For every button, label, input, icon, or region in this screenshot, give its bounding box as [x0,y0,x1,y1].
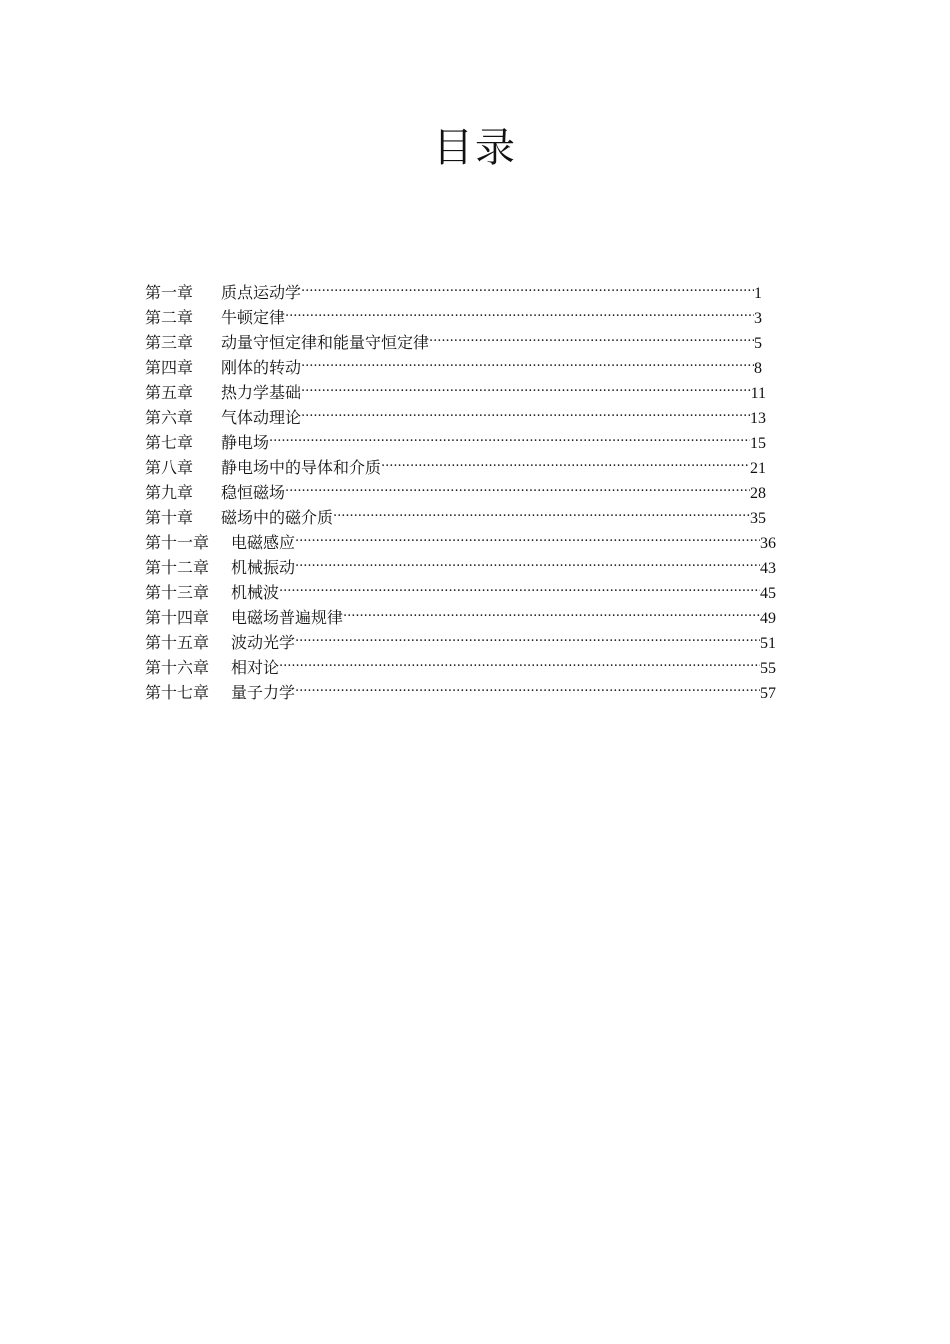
toc-chapter-number: 第九章 [145,483,194,502]
toc-chapter-number: 第十二章 [145,558,210,577]
toc-dot-leader [295,548,760,573]
toc-chapter-number: 第四章 [145,358,194,377]
toc-entry[interactable] [145,273,762,302]
toc-page-number: 55 [760,660,776,677]
toc-chapter-number: 第十五章 [145,633,210,652]
toc-chapter-number: 第十一章 [145,533,210,552]
toc-chapter-number: 第十四章 [145,608,210,627]
toc-chapter-title: 静电场 [221,433,270,452]
toc-chapter-number: 第六章 [145,408,194,427]
toc-chapter-title: 热力学基础 [221,383,302,402]
toc-chapter-title: 波动光学 [231,633,296,652]
toc-page-number: 49 [760,610,776,627]
toc-chapter-title: 机械振动 [231,558,296,577]
toc-page-number: 28 [750,485,766,502]
toc-page-number: 8 [754,360,762,377]
toc-chapter-title: 动量守恒定律和能量守恒定律 [221,333,430,352]
toc-dot-leader [343,598,760,623]
toc-chapter-number: 第十章 [145,508,194,527]
toc-chapter-title: 量子力学 [231,683,296,702]
toc-chapter-number: 第三章 [145,333,194,352]
toc-page-number: 21 [750,460,766,477]
toc-chapter-title: 稳恒磁场 [221,483,286,502]
toc-chapter-title: 电磁场普遍规律 [231,608,344,627]
toc-page-number: 1 [754,285,762,302]
toc-chapter-title: 磁场中的磁介质 [221,508,334,527]
toc-page-number: 51 [760,635,776,652]
toc-dot-leader [285,473,750,498]
toc-chapter-title: 电磁感应 [231,533,296,552]
toc-chapter-title: 静电场中的导体和介质 [221,458,382,477]
toc-dot-leader [429,323,754,348]
toc-chapter-title: 牛顿定律 [221,308,286,327]
table-of-contents [145,273,785,702]
toc-dot-leader [279,648,760,673]
toc-page-number: 45 [760,585,776,602]
toc-dot-leader [295,673,760,698]
toc-page-number: 13 [750,410,766,427]
toc-chapter-title: 相对论 [231,658,280,677]
toc-page-number: 36 [760,535,776,552]
toc-chapter-number: 第十三章 [145,583,210,602]
toc-chapter-number: 第一章 [145,283,194,302]
toc-chapter-title: 机械波 [231,583,280,602]
toc-chapter-number: 第十六章 [145,658,210,677]
toc-page-number: 15 [750,435,766,452]
toc-chapter-title: 气体动理论 [221,408,302,427]
toc-chapter-number: 第五章 [145,383,194,402]
toc-dot-leader [301,398,750,423]
toc-chapter-number: 第八章 [145,458,194,477]
toc-dot-leader [279,573,760,598]
toc-page-number: 43 [760,560,776,577]
toc-chapter-number: 第七章 [145,433,194,452]
toc-dot-leader [333,498,750,523]
toc-chapter-title: 质点运动学 [221,283,302,302]
toc-dot-leader [295,523,760,548]
toc-chapter-number: 第二章 [145,308,194,327]
page-title: 目录 [433,125,517,171]
toc-dot-leader [301,373,751,398]
toc-page-number: 57 [760,685,776,702]
toc-chapter-number: 第十七章 [145,683,210,702]
toc-chapter-title: 刚体的转动 [221,358,302,377]
toc-dot-leader [301,348,754,373]
toc-page-number: 35 [750,510,766,527]
toc-dot-leader [301,273,754,298]
toc-dot-leader [295,623,760,648]
toc-page-number: 11 [750,385,766,402]
toc-dot-leader [285,298,754,323]
toc-page-number: 5 [754,335,762,352]
toc-page-number: 3 [754,310,762,327]
toc-dot-leader [381,448,750,473]
toc-dot-leader [269,423,750,448]
